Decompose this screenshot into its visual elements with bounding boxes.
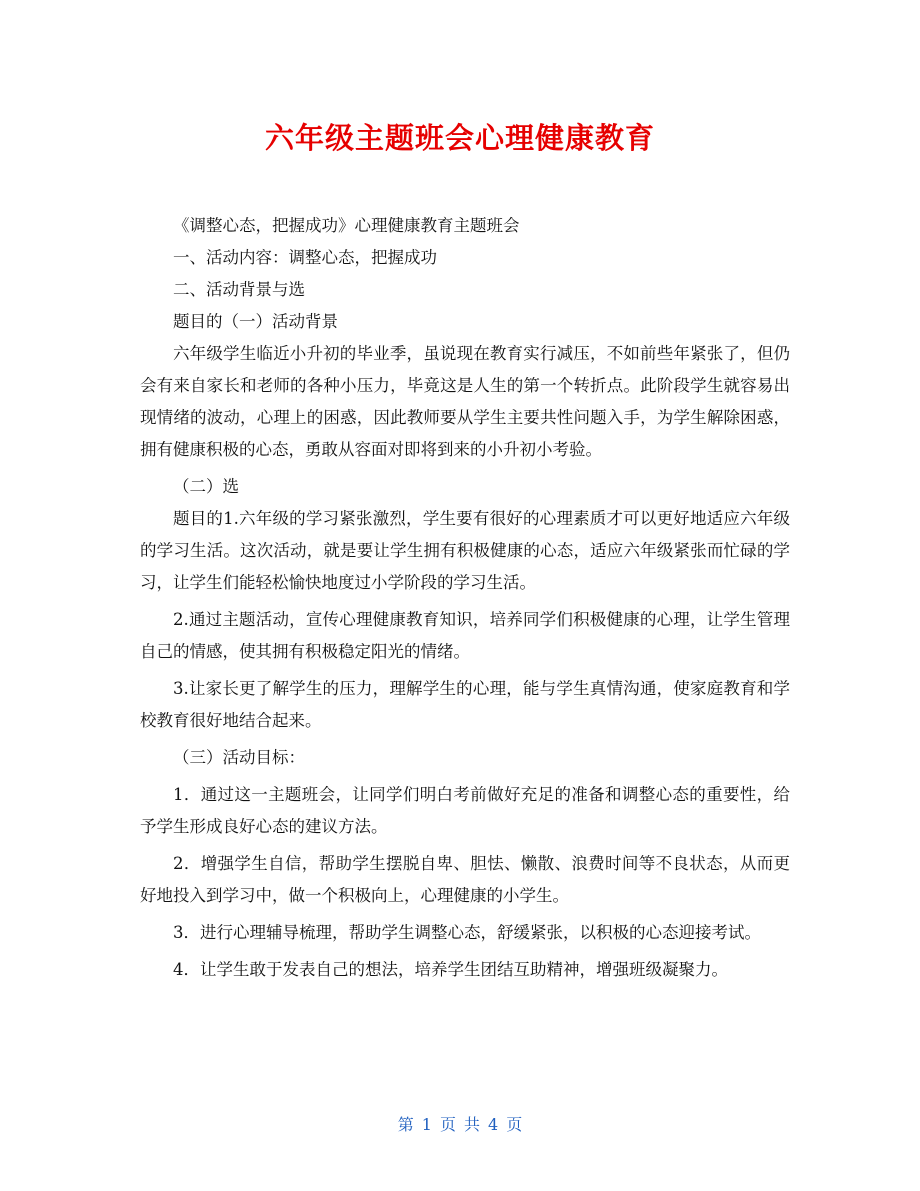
page-footer [0,1112,920,1135]
paragraph: 2．增强学生自信，帮助学生摆脱自卑、胆怯、懒散、浪费时间等不良状态，从而更好地投入到学习中，做一个积极向上，心理健康的小学生。 [140,854,790,905]
paragraph: 六年级学生临近小升初的毕业季，虽说现在教育实行减压，不如前些年紧张了，但仍会有来自家长和老师的各种小压力，毕竟这是人生的第一个转折点。此阶段学生就容易出现情绪的波动，心理上的困惑，因此教师要从学生主要共性问题入手，为学生解除困惑，拥有健康积极的心态，勇敢从容面对即将到来的小升初小考验。 [140,344,790,459]
paragraph: 3．进行心理辅导梳理，帮助学生调整心态，舒缓紧张，以积极的心态迎接考试。 [173,923,761,942]
paragraph: 4．让学生敢于发表自己的想法，培养学生团结互助精神，增强班级凝聚力。 [173,960,728,979]
paragraph: （二）选 [173,477,239,496]
footer-page-word: 页 [439,1115,456,1134]
footer-suffix: 页 [506,1115,523,1134]
footer-current-page: 1 [421,1115,432,1134]
paragraph: 题目的1.六年级的学习紧张激烈，学生要有很好的心理素质才可以更好地适应六年级的学习生活。这次活动，就是要让学生拥有积极健康的心态，适应六年级紧张而忙碌的学习，让学生们能轻松愉快地度过小学阶段的学习生活。 [140,509,790,592]
paragraph: （三）活动目标： [173,748,305,767]
paragraph: 二、活动背景与选 [173,280,305,299]
footer-total-word: 共 [464,1115,481,1134]
footer-prefix: 第 [397,1115,414,1134]
paragraph: 题目的（一）活动背景 [173,312,338,331]
paragraph: 2.通过主题活动，宣传心理健康教育知识，培养同学们积极健康的心理，让学生管理自己的情感，使其拥有积极稳定阳光的情绪。 [140,610,790,661]
document-body [140,210,790,986]
document-title: 六年级主题班会心理健康教育 [264,121,655,155]
paragraph: 1．通过这一主题班会，让同学们明白考前做好充足的准备和调整心态的重要性，给予学生形成良好心态的建议方法。 [140,785,790,836]
paragraph: 3.让家长更了解学生的压力，理解学生的心理，能与学生真情沟通，使家庭教育和学校教育很好地结合起来。 [140,679,790,730]
paragraph: 一、活动内容：调整心态，把握成功 [173,248,437,267]
paragraph: 《调整心态，把握成功》心理健康教育主题班会 [173,216,520,235]
footer-total-pages: 4 [488,1115,499,1134]
